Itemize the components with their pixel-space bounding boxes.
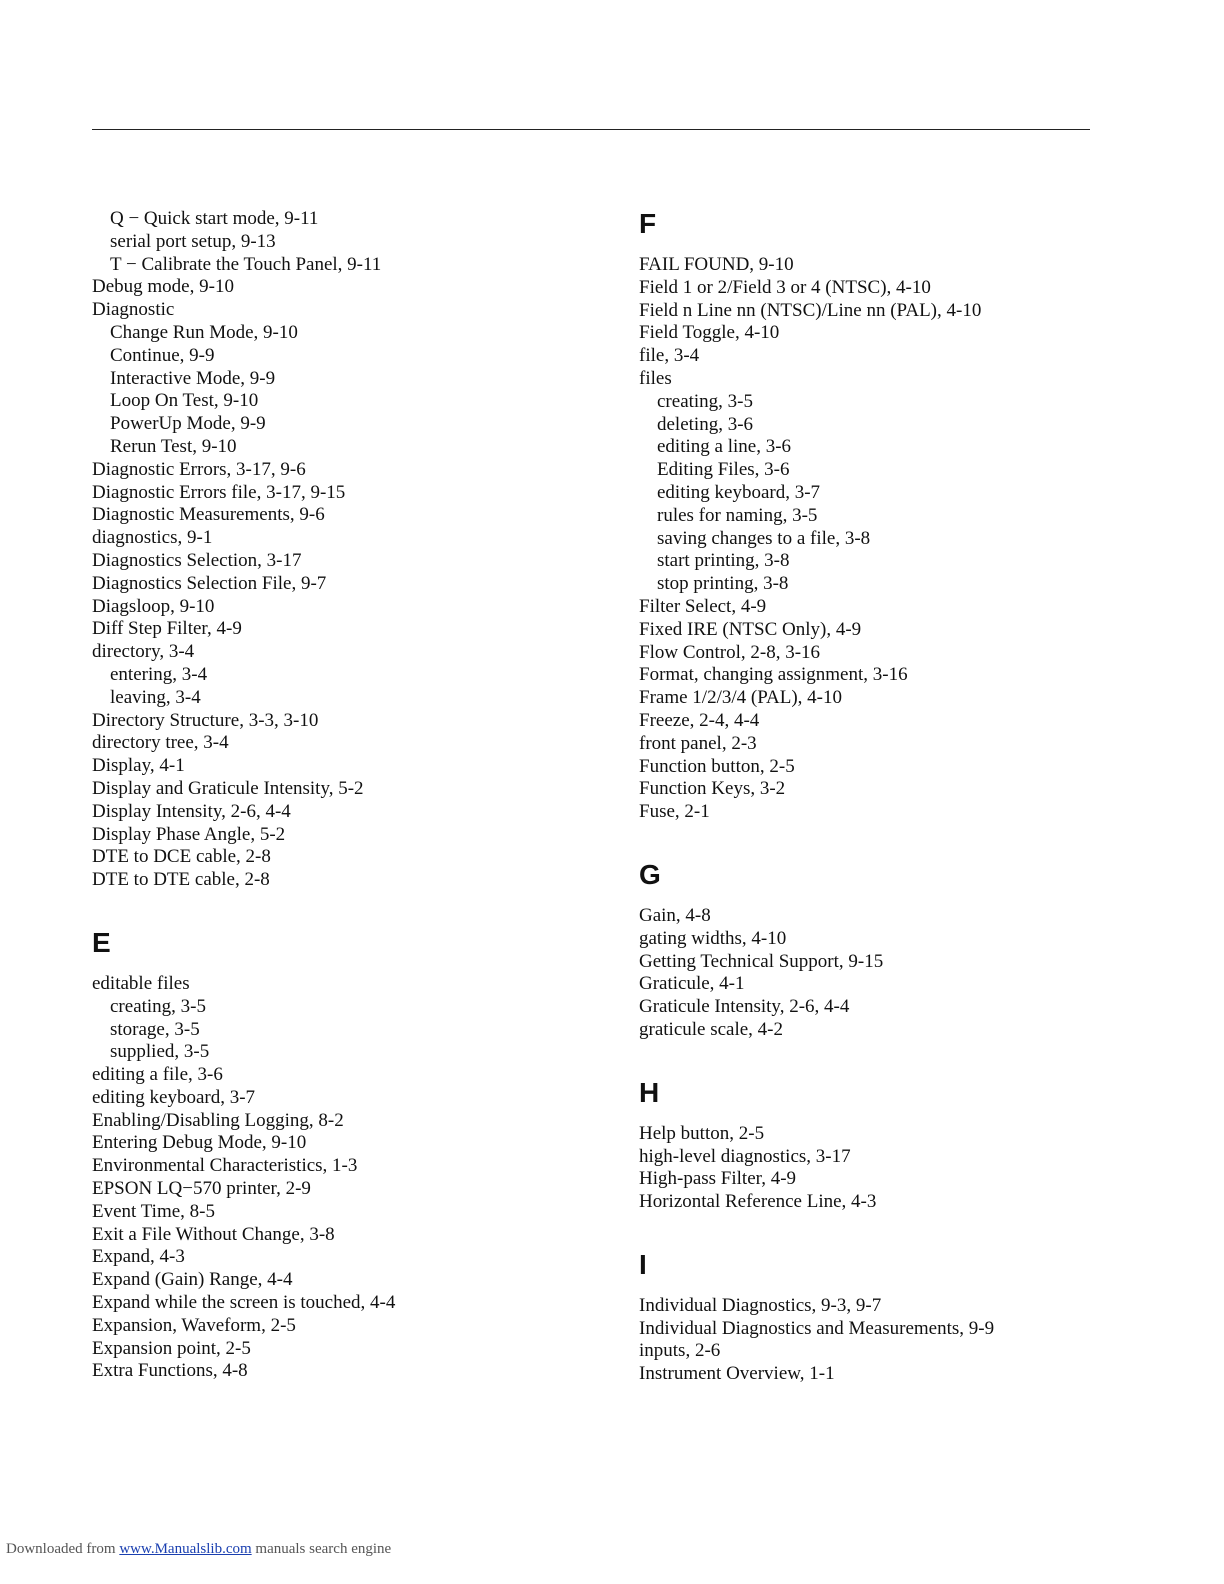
index-entry: Directory Structure, 3-3, 3-10 bbox=[92, 709, 319, 731]
index-entry: files bbox=[639, 367, 672, 389]
index-entry: Horizontal Reference Line, 4-3 bbox=[639, 1191, 877, 1213]
index-entry: Environmental Characteristics, 1-3 bbox=[92, 1155, 358, 1177]
index-subentry: Change Run Mode, 9-10 bbox=[110, 321, 298, 343]
index-section-letter: F bbox=[639, 208, 657, 239]
header-rule bbox=[92, 129, 1090, 130]
index-entry: editing keyboard, 3-7 bbox=[92, 1086, 256, 1108]
index-entry: Diagnostic Measurements, 9-6 bbox=[92, 504, 325, 526]
download-footer bbox=[6, 1541, 391, 1558]
index-entry: Expansion point, 2-5 bbox=[92, 1337, 251, 1359]
index-entry: Field Toggle, 4-10 bbox=[639, 322, 780, 344]
index-entry: Function Keys, 3-2 bbox=[639, 778, 786, 800]
index-entry: Diff Step Filter, 4-9 bbox=[92, 618, 242, 640]
index-subentry: Continue, 9-9 bbox=[110, 344, 215, 366]
index-subentry: Rerun Test, 9-10 bbox=[110, 435, 237, 457]
index-entry: editing a file, 3-6 bbox=[92, 1064, 223, 1086]
index-entry: front panel, 2-3 bbox=[639, 732, 757, 754]
index-entry: Diagnostic Errors file, 3-17, 9-15 bbox=[92, 481, 346, 503]
index-entry: inputs, 2-6 bbox=[639, 1340, 721, 1362]
index-subentry: start printing, 3-8 bbox=[657, 550, 790, 572]
index-subentry: Q − Quick start mode, 9-11 bbox=[110, 208, 319, 229]
index-entry: Graticule, 4-1 bbox=[639, 973, 745, 995]
index-column-left bbox=[92, 208, 612, 1383]
section-spacer bbox=[92, 892, 612, 927]
index-entry: Expansion, Waveform, 2-5 bbox=[92, 1314, 296, 1336]
index-section-letter: E bbox=[92, 926, 111, 958]
index-entry: Display, 4-1 bbox=[92, 755, 185, 777]
index-entry: Field 1 or 2/Field 3 or 4 (NTSC), 4-10 bbox=[639, 276, 931, 298]
index-entry: Expand while the screen is touched, 4-4 bbox=[92, 1292, 396, 1314]
section-spacer bbox=[639, 824, 1139, 859]
index-entry: Flow Control, 2-8, 3-16 bbox=[639, 641, 821, 663]
index-entry: high-level diagnostics, 3-17 bbox=[639, 1145, 851, 1167]
index-entry: Expand (Gain) Range, 4-4 bbox=[92, 1269, 293, 1291]
index-entry: Getting Technical Support, 9-15 bbox=[639, 950, 884, 972]
index-entry: gating widths, 4-10 bbox=[639, 927, 787, 949]
index-entry: Diagnostic bbox=[92, 299, 175, 321]
index-entry: Diagnostics Selection, 3-17 bbox=[92, 549, 302, 571]
index-entry: Gain, 4-8 bbox=[639, 904, 711, 926]
index-section-letter: I bbox=[639, 1248, 647, 1280]
index-subentry: deleting, 3-6 bbox=[657, 413, 754, 435]
index-subentry: PowerUp Mode, 9-9 bbox=[110, 413, 266, 435]
index-subentry: Interactive Mode, 9-9 bbox=[110, 367, 276, 389]
index-subentry: storage, 3-5 bbox=[110, 1018, 200, 1040]
index-entry: Entering Debug Mode, 9-10 bbox=[92, 1132, 307, 1154]
index-section-letter: H bbox=[639, 1076, 660, 1108]
index-entry: Fuse, 2-1 bbox=[639, 801, 710, 823]
index-subentry: editing keyboard, 3-7 bbox=[657, 481, 821, 503]
index-entry: directory tree, 3-4 bbox=[92, 732, 229, 754]
index-entry: FAIL FOUND, 9-10 bbox=[639, 254, 794, 275]
footer-prefix: Downloaded from bbox=[6, 1541, 120, 1557]
index-subentry: editing a line, 3-6 bbox=[657, 436, 792, 458]
index-entry: file, 3-4 bbox=[639, 345, 700, 367]
index-entry: Format, changing assignment, 3-16 bbox=[639, 664, 908, 686]
index-entry: graticule scale, 4-2 bbox=[639, 1018, 784, 1040]
index-subentry: Loop On Test, 9-10 bbox=[110, 390, 259, 412]
index-entry: Function button, 2-5 bbox=[639, 755, 795, 777]
index-entry: Diagnostic Errors, 3-17, 9-6 bbox=[92, 458, 306, 480]
index-entry: Debug mode, 9-10 bbox=[92, 276, 234, 298]
section-spacer bbox=[639, 1042, 1139, 1077]
index-entry: Field n Line nn (NTSC)/Line nn (PAL), 4-10 bbox=[639, 299, 982, 321]
index-entry: directory, 3-4 bbox=[92, 641, 195, 663]
index-entry: Instrument Overview, 1-1 bbox=[639, 1363, 835, 1385]
manualslib-link[interactable]: www.Manualslib.com bbox=[119, 1541, 252, 1557]
index-subentry: saving changes to a file, 3-8 bbox=[657, 527, 871, 549]
index-entry: Diagsloop, 9-10 bbox=[92, 595, 215, 617]
index-section-letter: G bbox=[639, 858, 661, 890]
index-subentry: rules for naming, 3-5 bbox=[657, 504, 818, 526]
index-column-right bbox=[639, 208, 1139, 1386]
section-spacer bbox=[639, 1214, 1139, 1249]
index-subentry: creating, 3-5 bbox=[110, 995, 207, 1017]
index-entry: Diagnostics Selection File, 9-7 bbox=[92, 572, 327, 594]
index-entry: DTE to DCE cable, 2-8 bbox=[92, 846, 271, 868]
index-entry: Individual Diagnostics, 9-3, 9-7 bbox=[639, 1294, 882, 1316]
index-entry: Display Phase Angle, 5-2 bbox=[92, 823, 286, 845]
index-subentry: supplied, 3-5 bbox=[110, 1041, 210, 1063]
index-entry: Filter Select, 4-9 bbox=[639, 595, 767, 617]
index-entry: High-pass Filter, 4-9 bbox=[639, 1168, 797, 1190]
index-subentry: creating, 3-5 bbox=[657, 390, 754, 412]
index-entry: Fixed IRE (NTSC Only), 4-9 bbox=[639, 618, 862, 640]
index-entry: EPSON LQ−570 printer, 2-9 bbox=[92, 1178, 311, 1200]
index-subentry: T − Calibrate the Touch Panel, 9-11 bbox=[110, 253, 382, 275]
index-entry: Graticule Intensity, 2-6, 4-4 bbox=[639, 996, 850, 1018]
index-entry: Frame 1/2/3/4 (PAL), 4-10 bbox=[639, 687, 843, 709]
index-entry: DTE to DTE cable, 2-8 bbox=[92, 869, 270, 891]
index-entry: Display Intensity, 2-6, 4-4 bbox=[92, 800, 291, 822]
index-entry: Help button, 2-5 bbox=[639, 1122, 765, 1144]
index-entry: Exit a File Without Change, 3-8 bbox=[92, 1223, 335, 1245]
index-entry: Enabling/Disabling Logging, 8-2 bbox=[92, 1109, 344, 1131]
index-subentry: Editing Files, 3-6 bbox=[657, 459, 790, 481]
index-entry: Display and Graticule Intensity, 5-2 bbox=[92, 777, 364, 799]
index-subentry: serial port setup, 9-13 bbox=[110, 230, 276, 252]
index-entry: Extra Functions, 4-8 bbox=[92, 1360, 248, 1382]
index-entry: Individual Diagnostics and Measurements, 9-9 bbox=[639, 1317, 995, 1339]
index-entry: Expand, 4-3 bbox=[92, 1246, 185, 1268]
index-subentry: stop printing, 3-8 bbox=[657, 573, 789, 595]
index-subentry: entering, 3-4 bbox=[110, 663, 208, 685]
index-entry: editable files bbox=[92, 972, 190, 994]
footer-suffix: manuals search engine bbox=[251, 1541, 392, 1557]
index-entry: diagnostics, 9-1 bbox=[92, 527, 213, 549]
index-entry: Event Time, 8-5 bbox=[92, 1200, 215, 1222]
index-entry: Freeze, 2-4, 4-4 bbox=[639, 709, 760, 731]
index-subentry: leaving, 3-4 bbox=[110, 686, 201, 708]
